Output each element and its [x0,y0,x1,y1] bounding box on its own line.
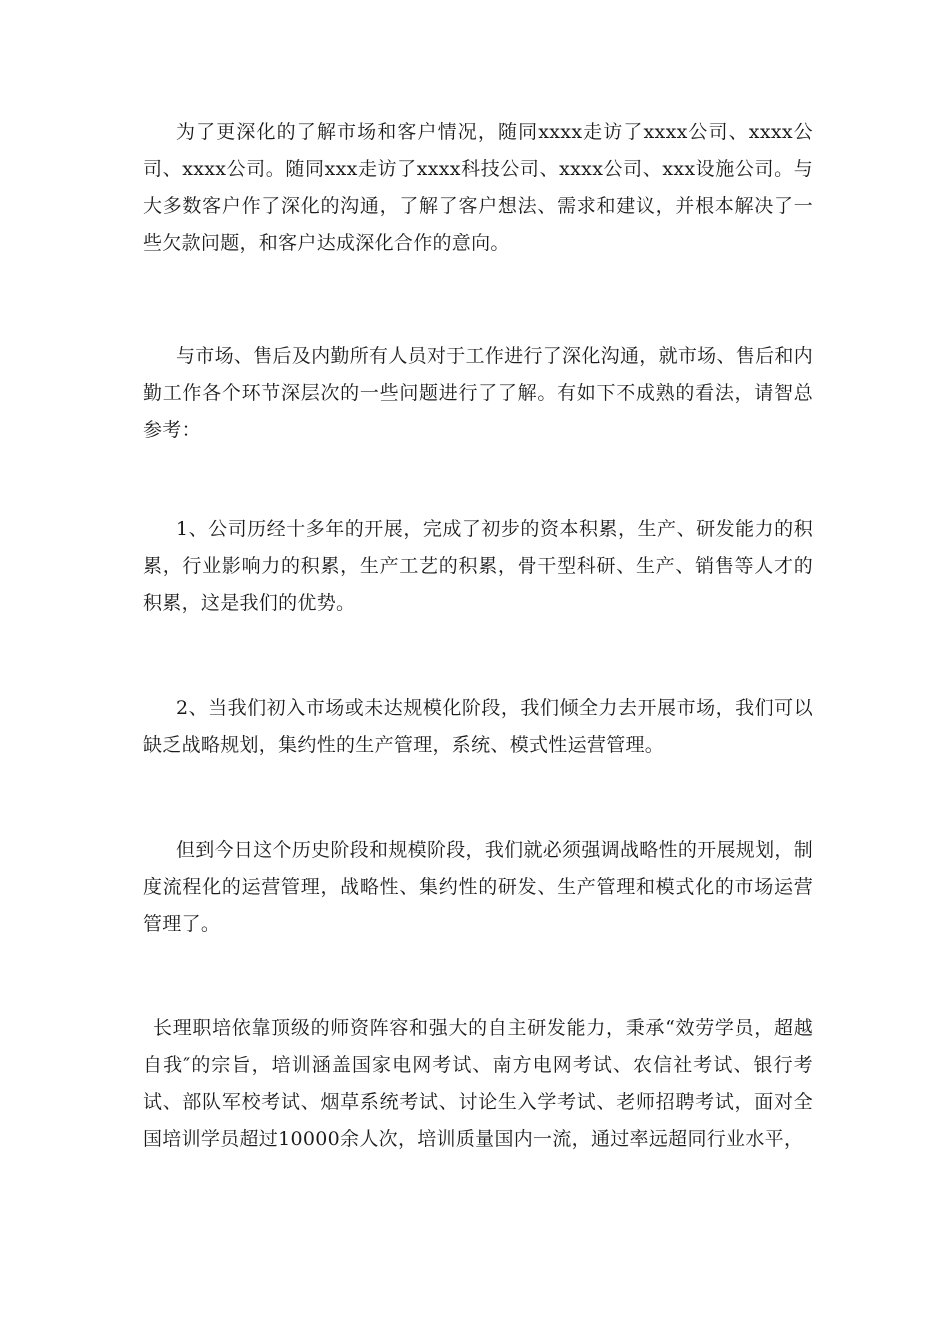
paragraph-training-ad: 长理职培依靠顶级的师资阵容和强大的自主研发能力，秉承“效劳学员，超越自我″的宗旨，培训涵盖国家电网考试、南方电网考试、农信社考试、银行考试、部队军校考试、烟草系统考试、讨论生入学考试、老师招聘考试，面对全国培训学员超过10000余人次，培训质量国内一流，通过率远超同行业水平， [143,1017,813,1150]
paragraph-point-1: 1、公司历经十多年的开展，完成了初步的资本积累，生产、研发能力的积累，行业影响力的积累，生产工艺的积累，骨干型科研、生产、销售等人才的积累，这是我们的优势。 [143,518,813,614]
paragraph-current-stage: 但到今日这个历史阶段和规模阶段，我们就必须强调战略性的开展规划，制度流程化的运营管理，战略性、集约性的研发、生产管理和模式化的市场运营管理了。 [143,839,813,935]
paragraph-team-communication: 与市场、售后及内勤所有人员对于工作进行了深化沟通，就市场、售后和内勤工作各个环节深层次的一些问题进行了了解。有如下不成熟的看法，请智总参考： [143,345,813,441]
paragraph-market-visits: 为了更深化的了解市场和客户情况，随同xxxx走访了xxxx公司、xxxx公司、xxxx公司。随同xxx走访了xxxx科技公司、xxxx公司、xxx设施公司。与大多数客户作了深化的沟通，了解了客户想法、需求和建议，并根本解决了一些欠款问题，和客户达成深化合作的意向。 [143,121,813,254]
paragraph-point-2: 2、当我们初入市场或未达规模化阶段，我们倾全力去开展市场，我们可以缺乏战略规划，集约性的生产管理，系统、模式性运营管理。 [143,697,813,756]
